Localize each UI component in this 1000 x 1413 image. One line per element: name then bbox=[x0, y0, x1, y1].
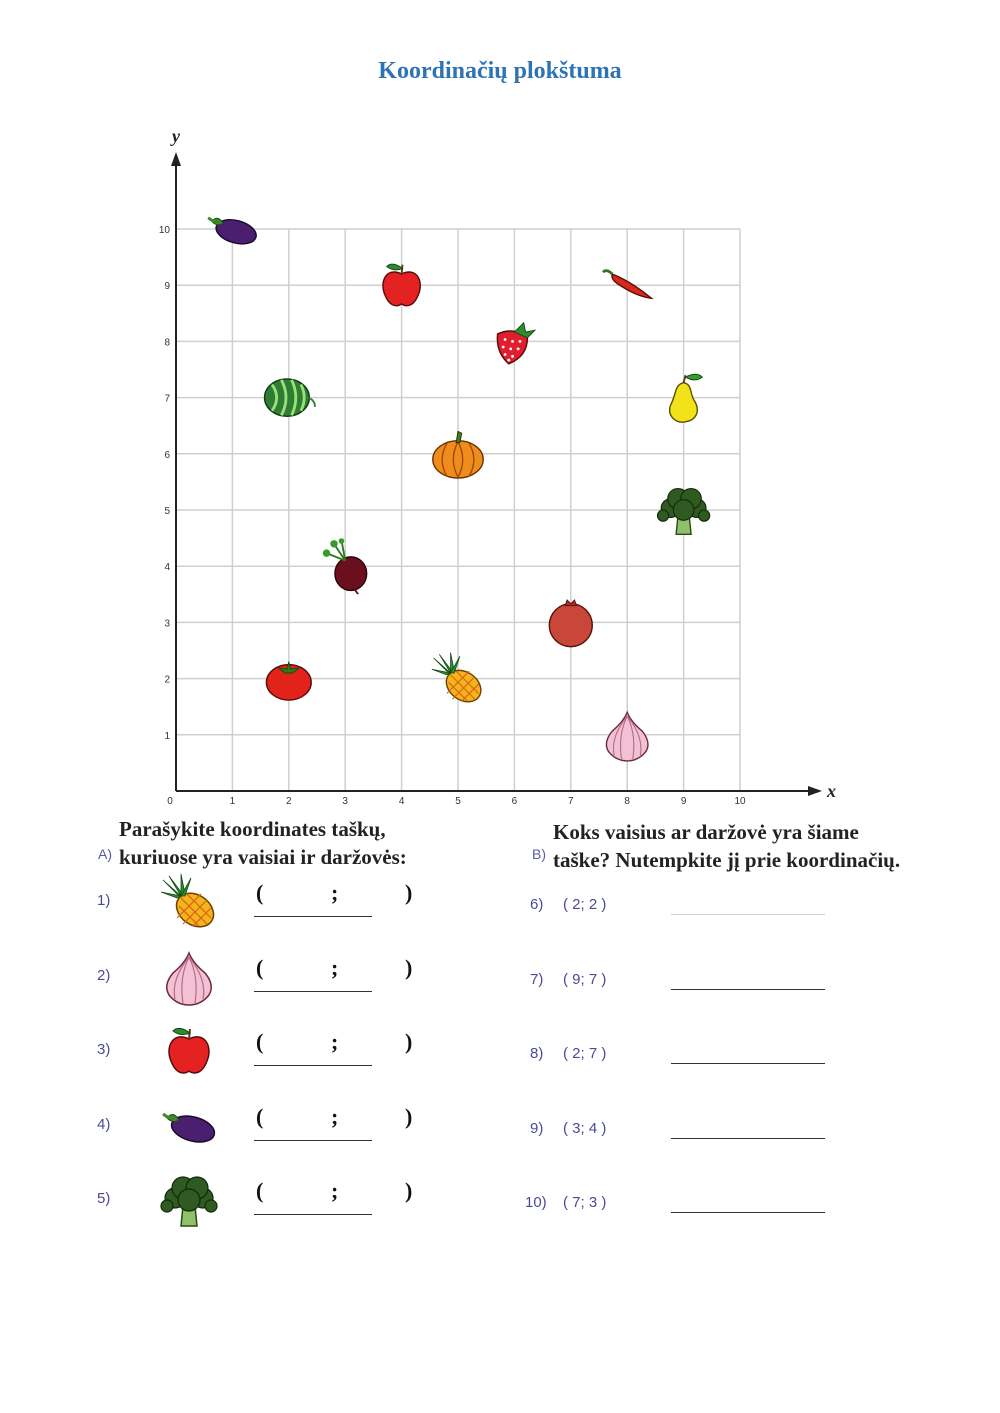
y-tick-label: 3 bbox=[164, 618, 170, 630]
answer-line[interactable] bbox=[254, 1065, 372, 1066]
y-tick-label: 4 bbox=[164, 562, 170, 574]
y-tick-label: 1 bbox=[164, 730, 170, 742]
x-tick-label: 10 bbox=[734, 796, 746, 807]
pumpkin-icon[interactable] bbox=[433, 431, 483, 478]
row-number: 8) bbox=[530, 1045, 544, 1062]
broccoli-icon[interactable] bbox=[156, 1170, 222, 1230]
strawberry-icon[interactable] bbox=[497, 323, 535, 364]
pomegranate-icon[interactable] bbox=[549, 600, 592, 647]
section-b-heading-line2: taške? Nutempkite jį prie koordinačių. bbox=[553, 848, 901, 872]
open-paren: ( bbox=[256, 1029, 264, 1054]
onion-icon[interactable] bbox=[156, 947, 222, 1007]
row-number: 7) bbox=[530, 970, 544, 988]
x-tick-label: 2 bbox=[286, 796, 292, 807]
coordinate-text: ( 2; 7 ) bbox=[563, 1045, 607, 1062]
y-tick-label: 9 bbox=[164, 281, 170, 293]
answer-line[interactable] bbox=[254, 1214, 372, 1215]
open-paren: ( bbox=[256, 1178, 264, 1203]
drop-line[interactable] bbox=[671, 1212, 825, 1213]
y-tick-label: 7 bbox=[164, 393, 170, 405]
coordinate-text: ( 7; 3 ) bbox=[563, 1194, 607, 1211]
y-tick-label: 10 bbox=[158, 225, 170, 236]
broccoli-icon[interactable] bbox=[657, 489, 709, 535]
x-tick-label: 4 bbox=[398, 796, 405, 807]
close-paren: ) bbox=[405, 954, 413, 980]
close-paren: ) bbox=[405, 880, 413, 905]
row-number: 4) bbox=[97, 1115, 111, 1133]
row-number: 2) bbox=[97, 966, 111, 984]
separator: ; bbox=[331, 1178, 339, 1203]
drop-line[interactable] bbox=[671, 989, 825, 990]
coordinate-text: ( 9; 7 ) bbox=[563, 970, 607, 988]
row-number: 3) bbox=[97, 1041, 111, 1058]
x-tick-label: 5 bbox=[455, 796, 461, 807]
axes bbox=[170, 126, 836, 801]
y-tick-label: 6 bbox=[164, 449, 170, 461]
open-paren: ( bbox=[256, 880, 264, 905]
y-tick-label: 2 bbox=[164, 674, 170, 686]
apple-icon[interactable] bbox=[156, 1021, 222, 1081]
y-tick-label: 5 bbox=[164, 506, 170, 517]
x-axis-arrow bbox=[808, 786, 822, 796]
answer-line[interactable] bbox=[254, 1140, 372, 1141]
section-b-label: B) bbox=[532, 846, 546, 862]
coordinate-text: ( 3; 4 ) bbox=[563, 1119, 607, 1137]
tomato-icon[interactable] bbox=[266, 662, 311, 700]
coordinate-text: ( 2; 2 ) bbox=[563, 896, 607, 913]
separator: ; bbox=[331, 954, 339, 980]
eggplant-icon[interactable] bbox=[208, 216, 259, 248]
x-tick-label: 8 bbox=[624, 796, 630, 807]
row-number: 1) bbox=[97, 892, 111, 909]
row-number: 10) bbox=[525, 1194, 547, 1211]
section-b-heading bbox=[553, 818, 900, 874]
y-axis-arrow bbox=[171, 152, 181, 166]
separator: ; bbox=[331, 1029, 339, 1054]
section-b-heading-line1: Koks vaisius ar daržovė yra šiame bbox=[553, 820, 859, 844]
pineapple-icon[interactable] bbox=[432, 652, 487, 708]
separator: ; bbox=[331, 880, 339, 905]
apple-icon[interactable] bbox=[383, 264, 420, 306]
close-paren: ) bbox=[405, 1103, 413, 1129]
drop-line[interactable] bbox=[671, 1063, 825, 1064]
answer-line[interactable] bbox=[254, 991, 372, 992]
section-a-heading bbox=[119, 815, 407, 871]
grid bbox=[176, 229, 740, 791]
y-tick-label: 8 bbox=[164, 337, 170, 349]
row-number: 5) bbox=[97, 1190, 111, 1207]
open-paren: ( bbox=[256, 1103, 264, 1129]
onion-icon[interactable] bbox=[606, 712, 648, 761]
page-title: Koordinačių plokštuma bbox=[378, 58, 622, 84]
row-number: 6) bbox=[530, 896, 544, 913]
close-paren: ) bbox=[405, 1029, 413, 1054]
drop-line[interactable] bbox=[671, 1138, 825, 1139]
y-axis-label: y bbox=[172, 126, 180, 146]
pineapple-icon[interactable] bbox=[156, 872, 222, 932]
x-tick-label: 6 bbox=[511, 796, 518, 807]
x-tick-label: 1 bbox=[229, 796, 236, 807]
drop-line[interactable] bbox=[671, 914, 825, 915]
section-a-label: A) bbox=[98, 846, 112, 862]
x-tick-label: 9 bbox=[680, 796, 687, 807]
watermelon-icon[interactable] bbox=[265, 379, 315, 416]
x-axis-label: x bbox=[827, 781, 836, 801]
x-tick-label: 7 bbox=[568, 796, 574, 807]
section-a-heading-line1: Parašykite koordinates taškų, bbox=[119, 817, 386, 841]
eggplant-icon[interactable] bbox=[156, 1096, 222, 1156]
row-number: 9) bbox=[530, 1119, 544, 1137]
answer-line[interactable] bbox=[254, 916, 372, 917]
close-paren: ) bbox=[405, 1178, 413, 1203]
x-tick-label: 3 bbox=[342, 796, 348, 807]
x-tick-label: 0 bbox=[167, 796, 173, 807]
open-paren: ( bbox=[256, 954, 264, 980]
separator: ; bbox=[331, 1103, 339, 1129]
section-a-heading-line2: kuriuose yra vaisiai ir daržovės: bbox=[119, 845, 407, 869]
